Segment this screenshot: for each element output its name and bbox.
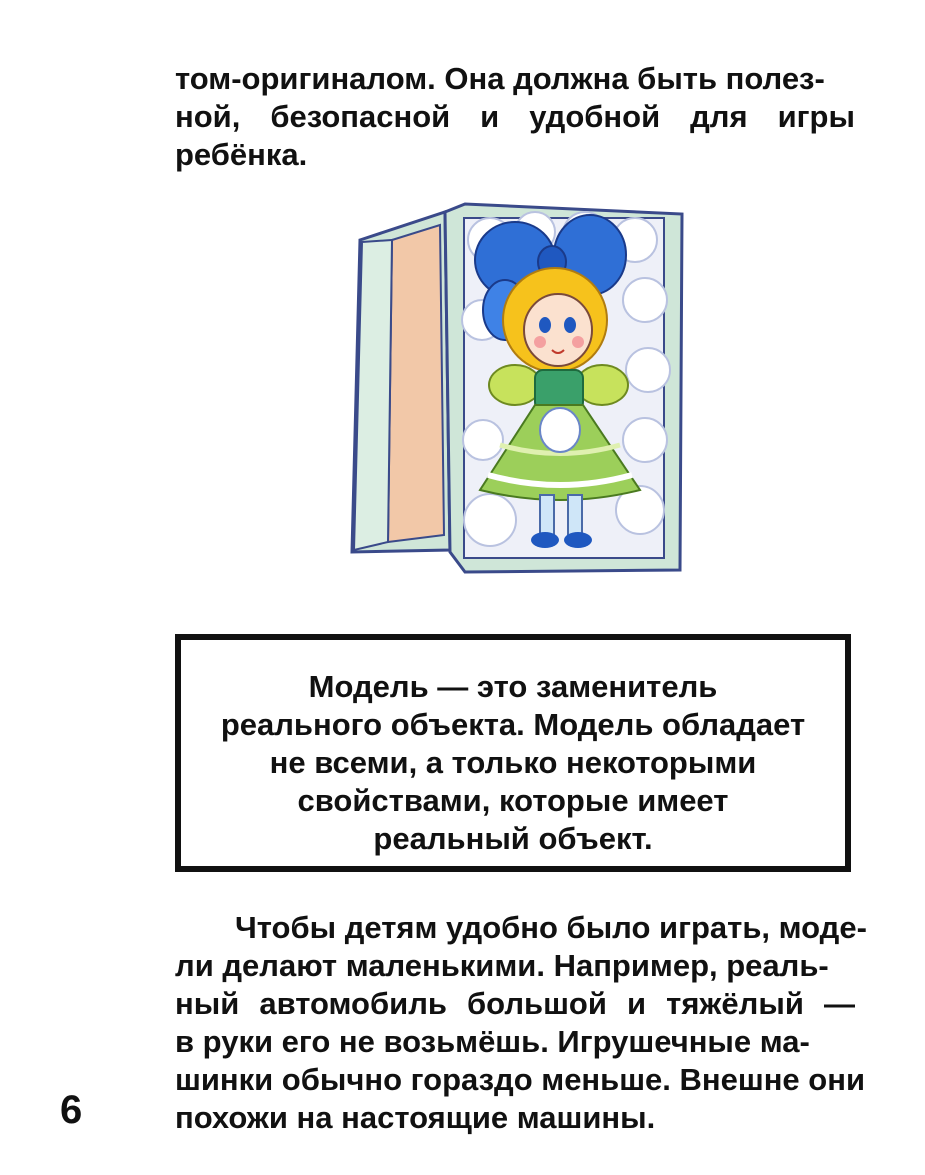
definition-line: не всеми, а только некоторыми (269, 745, 757, 780)
word: большой (467, 986, 607, 1021)
word: тяжёлый (666, 986, 804, 1021)
text-line: том-оригиналом. Она должна быть полез- (175, 61, 825, 96)
text-line: ли делают маленькими. Например, реаль- (175, 948, 829, 983)
word: безопасной (270, 99, 451, 134)
definition-text: — это заменитель (428, 669, 718, 704)
definition-line: свойствами, которые имеет (297, 783, 729, 818)
definition-term: Модель (308, 669, 429, 704)
word: для (690, 99, 748, 134)
word: игры (777, 99, 855, 134)
word: — (823, 986, 855, 1021)
word: ный (175, 986, 240, 1021)
face (524, 294, 592, 366)
word: и (480, 99, 500, 134)
word: и (627, 986, 647, 1021)
page-number: 6 (60, 1088, 83, 1132)
text-line (175, 98, 855, 136)
top-paragraph (175, 60, 855, 174)
word: ной, (175, 99, 241, 134)
text-line: Чтобы детям удобно было играть, моде- (235, 910, 867, 945)
word: автомобиль (259, 986, 447, 1021)
text-line: в руки его не возьмёшь. Игрушечные ма- (175, 1024, 810, 1059)
doll-in-box-icon (340, 190, 690, 590)
box-lid-inner (388, 225, 444, 542)
bottom-paragraph (175, 909, 867, 1137)
definition-box (175, 634, 851, 872)
definition-line (181, 668, 845, 706)
text-line: ребёнка. (175, 137, 308, 172)
definition-line: реального объекта. Модель обладает (220, 707, 806, 742)
word: удобной (529, 99, 661, 134)
text-line (175, 985, 855, 1023)
text-line: похожи на настоящие машины. (175, 1100, 656, 1135)
doll-in-box-illustration (340, 190, 690, 590)
definition-line: реальный объект. (373, 821, 653, 856)
text-line: шинки обычно гораздо меньше. Внешне они (175, 1062, 866, 1097)
